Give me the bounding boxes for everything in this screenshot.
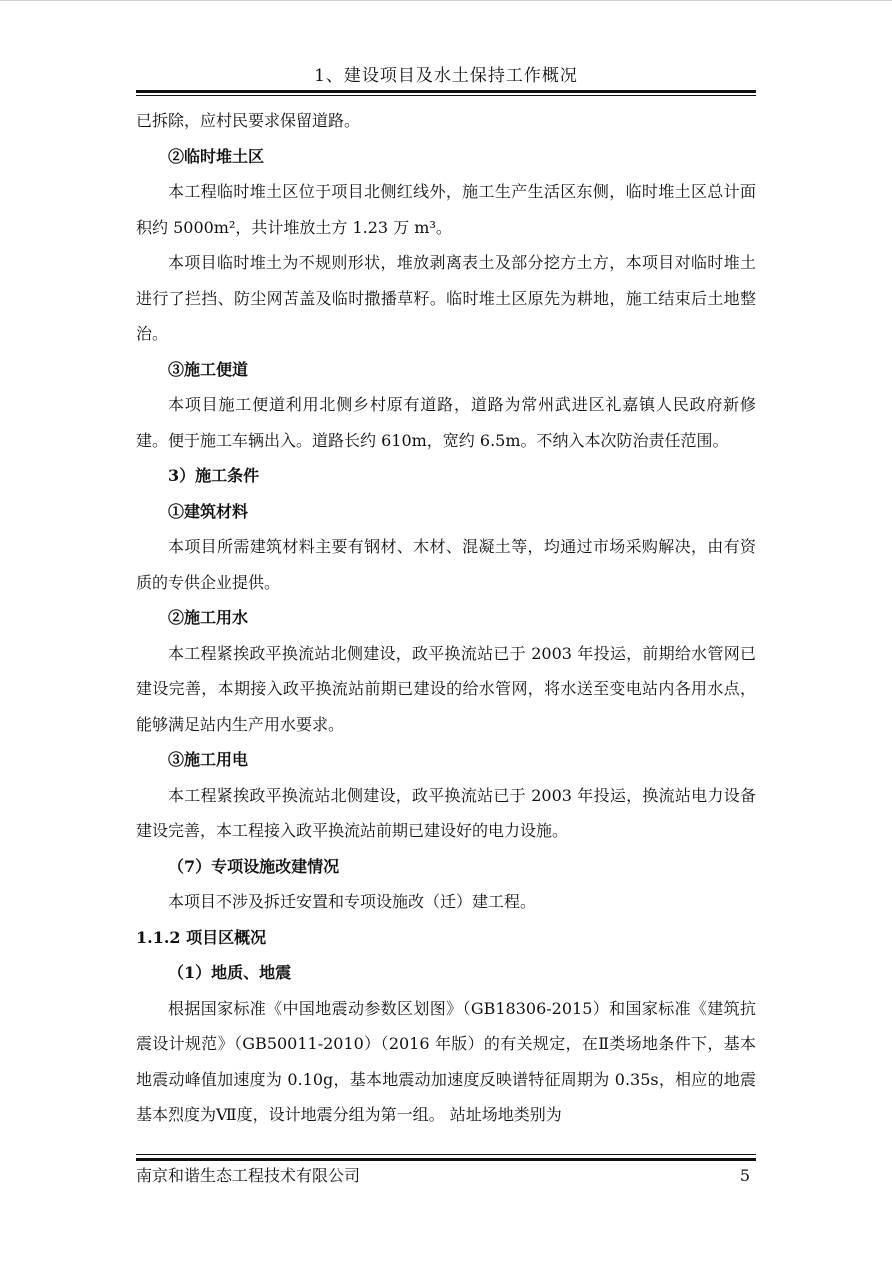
page-top-edge (0, 0, 892, 1)
section-heading: ①建筑材料 (168, 501, 249, 521)
footer-company-name: 南京和谐生态工程技术有限公司 (136, 1166, 361, 1185)
body-paragraph: 本项目所需建筑材料主要有钢材、木材、混凝土等，均通过市场采购解决，由有资质的专供企业提供。 (136, 537, 756, 592)
body-paragraph: 本工程紧挨政平换流站北侧建设，政平换流站已于 2003 年投运，前期给水管网已建设完善，本期接入政平换流站前期已建设的给水管网，将水送至变电站内各用水点，能够满足站内生产用水要求。 (136, 643, 756, 734)
body-paragraph: 本项目施工便道利用北侧乡村原有道路，道路为常州武进区礼嘉镇人民政府新修建。便于施工车辆出入。道路长约 610m，宽约 6.5m。不纳入本次防治责任范围。 (136, 395, 756, 450)
body-paragraph: 已拆除，应村民要求保留道路。 (136, 111, 361, 130)
body-paragraph: 本工程临时堆土区位于项目北侧红线外，施工生产生活区东侧，临时堆土区总计面积约 5000m²，共计堆放土方 1.23 万 m³。 (136, 182, 756, 237)
body-paragraph: 本项目不涉及拆迁安置和专项设施改（迁）建工程。 (168, 892, 537, 911)
document-body (136, 103, 756, 1133)
section-heading: ③施工便道 (168, 359, 249, 379)
section-heading: （7）专项设施改建情况 (168, 856, 340, 876)
section-heading: ②施工用水 (168, 608, 249, 627)
running-header-title: 1、建设项目及水土保持工作概况 (314, 66, 578, 86)
page-number: 5 (739, 1166, 750, 1185)
footer-rule-thin (136, 1154, 756, 1155)
footer-rule-thick (136, 1158, 756, 1161)
header-rule-thin (136, 95, 756, 96)
body-paragraph: 根据国家标准《中国地震动参数区划图》（GB18306-2015）和国家标准《建筑抗震设计规范》（GB50011-2010）（2016 年版）的有关规定，在Ⅱ类场地条件下，基本地震动峰值加速度为 0.10g，基本地震动加速度反映谱特征周期为 0.35s，相应的地震基本烈度为Ⅶ度，设计地震分组为第一组。 站址场地类别为 (136, 998, 756, 1124)
body-paragraph: 本工程紧挨政平换流站北侧建设，政平换流站已于 2003 年投运，换流站电力设备建设完善，本工程接入政平换流站前期已建设好的电力设施。 (136, 785, 756, 840)
section-heading: ③施工用电 (168, 750, 249, 769)
section-heading: （1）地质、地震 (168, 963, 292, 982)
body-paragraph: 本项目临时堆土为不规则形状，堆放剥离表土及部分挖方土方，本项目对临时堆土进行了拦挡、防尘网苫盖及临时撒播草籽。临时堆土区原先为耕地，施工结束后土地整治。 (136, 253, 756, 343)
section-heading: 1.1.2 项目区概况 (136, 927, 267, 947)
section-heading: ②临时堆土区 (168, 146, 265, 166)
header-rule-thick (136, 90, 756, 93)
section-heading: 3）施工条件 (168, 466, 260, 485)
